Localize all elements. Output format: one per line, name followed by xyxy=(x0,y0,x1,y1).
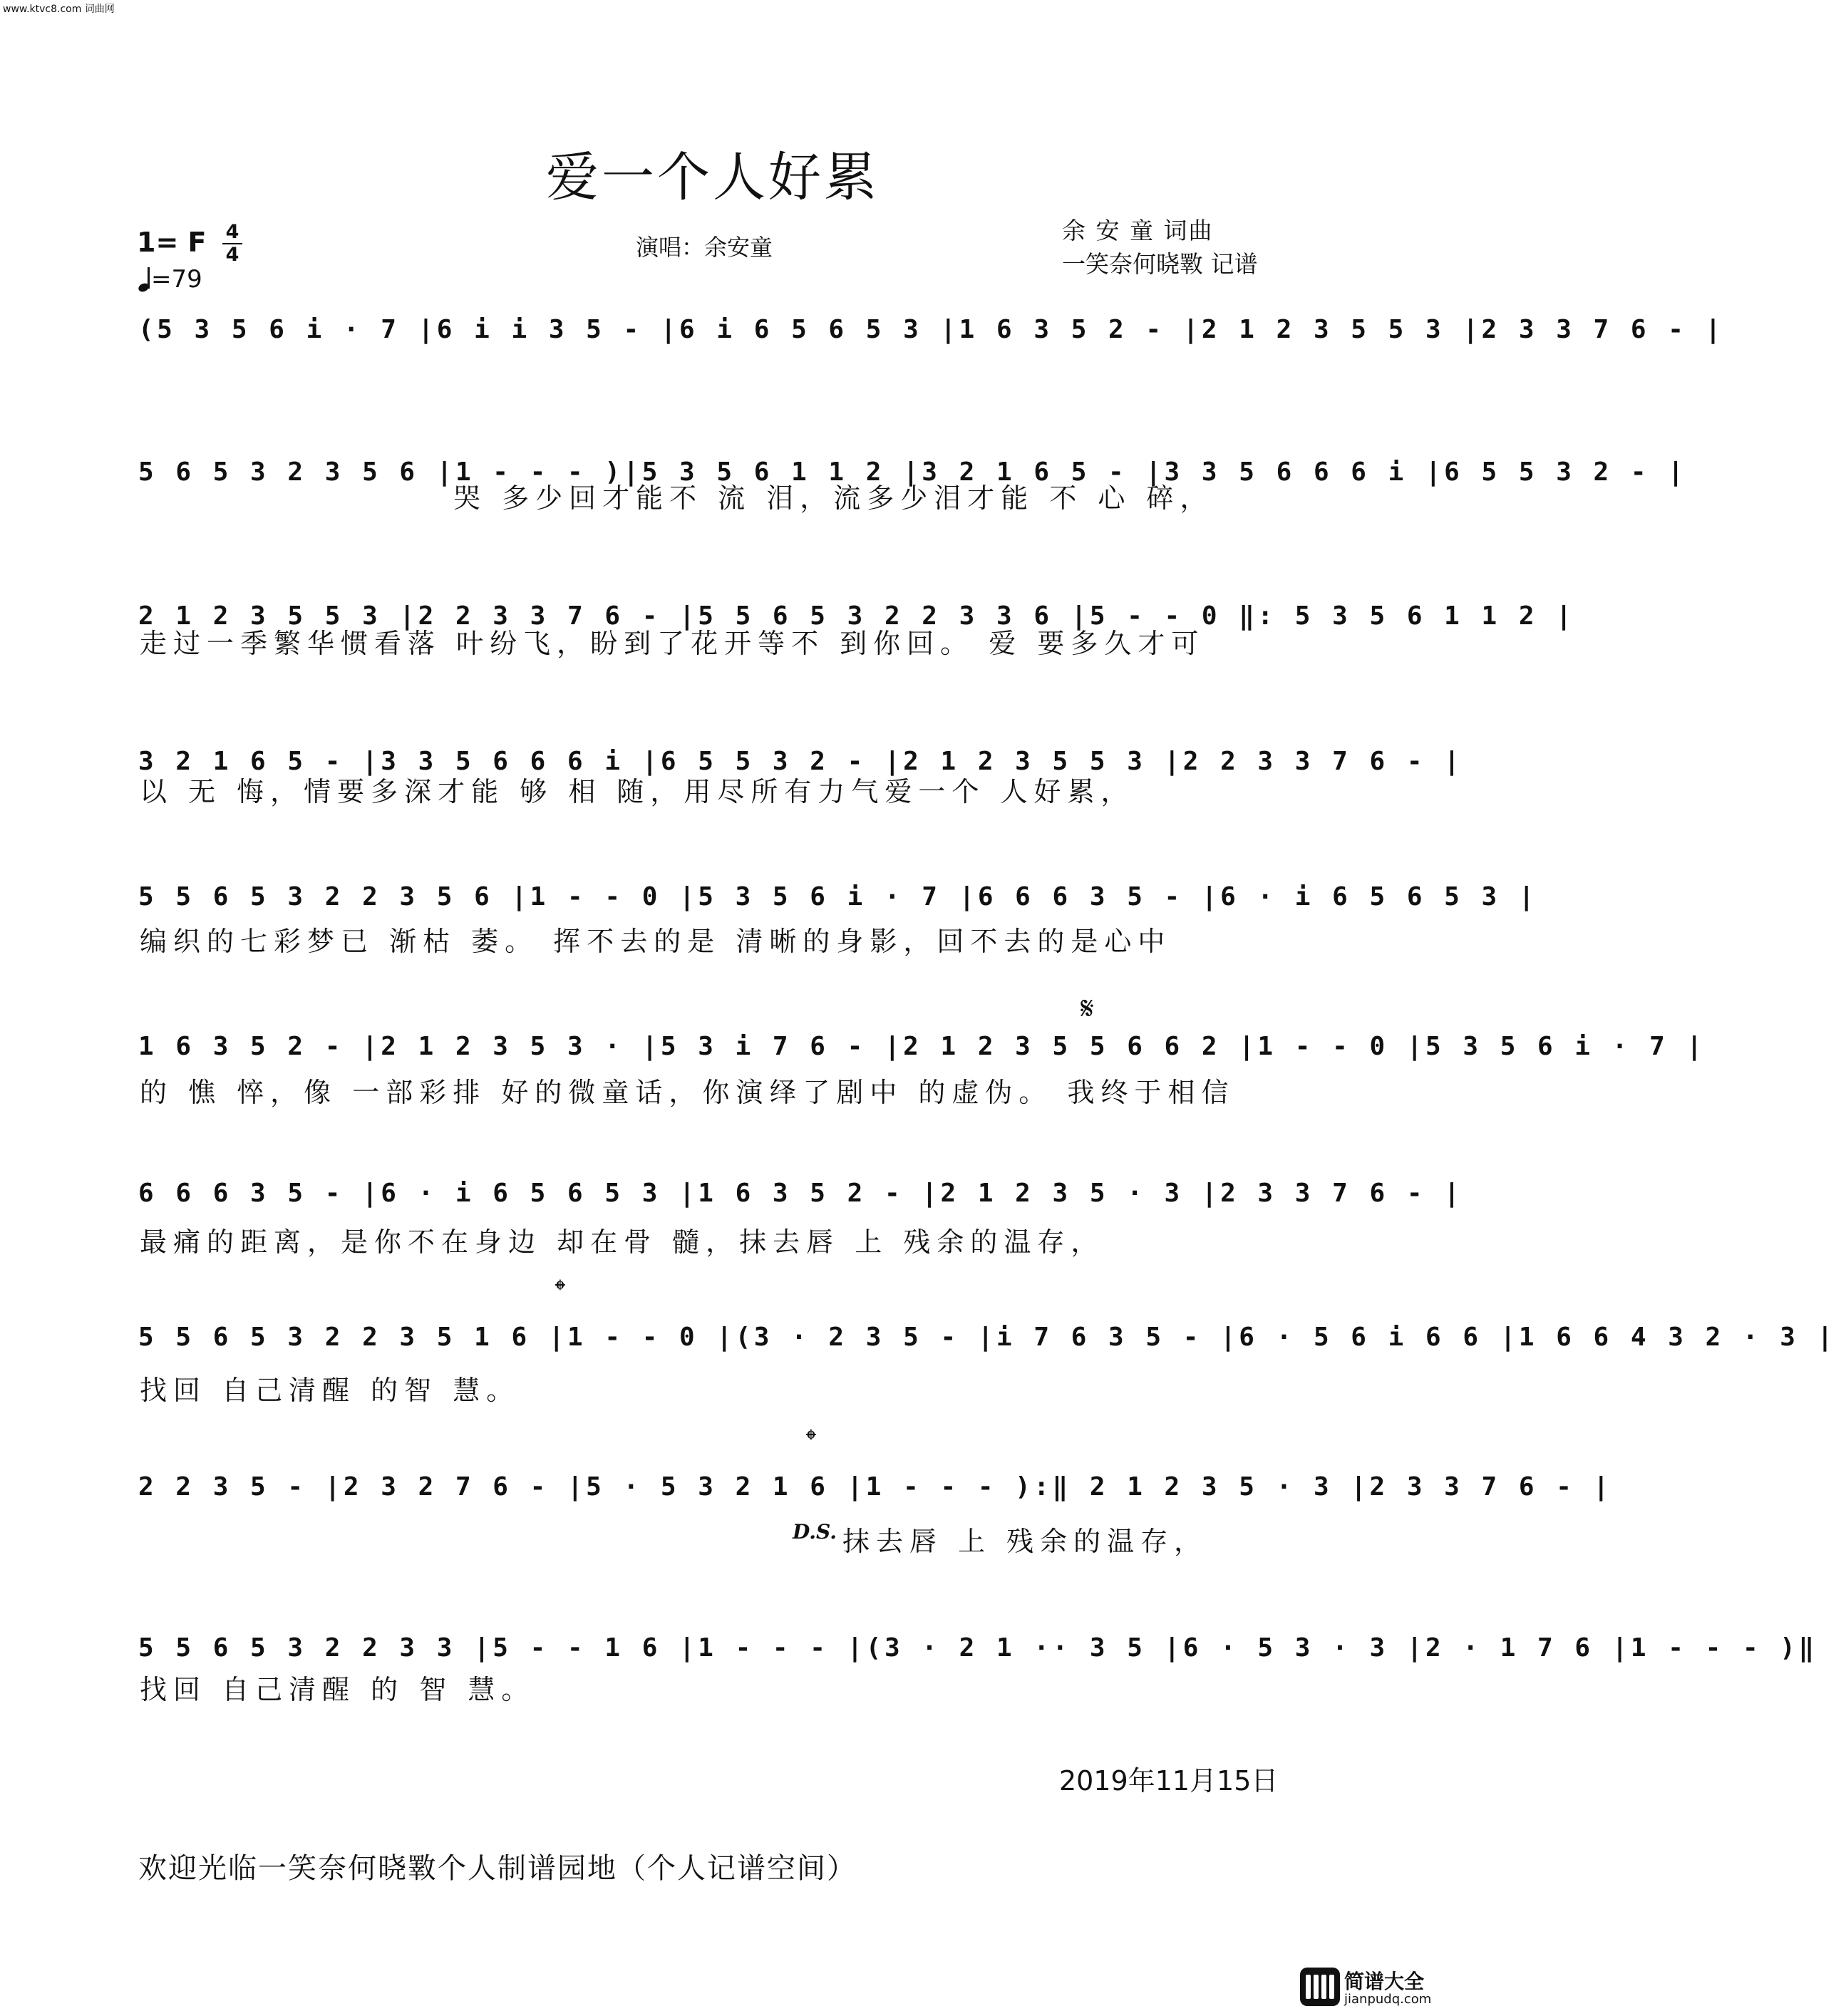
score-line-8: 5 5 6 5 3 2 2 3 5 1 6 |1 - - 0 |(3 · 2 3 5 - |i 7 6 3 5 - |6 · 5 6 i 6 6 |1 6 6 4 3 2 · 3 | xyxy=(138,1323,1836,1352)
time-signature-bottom: 4 xyxy=(225,244,239,266)
tempo-value: =79 xyxy=(151,265,202,294)
quarter-note-icon xyxy=(138,267,151,291)
piano-keys-icon xyxy=(1300,1968,1340,2006)
footer-text: 欢迎光临一笑奈何晓斁个人制谱园地（个人记谱空间） xyxy=(138,1852,857,1885)
song-title: 爱一个人好累 xyxy=(546,147,880,208)
score-line-1: (5 3 5 6 i · 7 |6 i i 3 5 - |6 i 6 5 6 5 3 |1 6 3 5 2 - |2 1 2 3 5 5 3 |2 3 3 7 6 - | xyxy=(138,315,1724,344)
tempo-marking xyxy=(138,265,202,294)
logo-url: jianpudq.com xyxy=(1344,1992,1432,2007)
transcriber-credit: 一笑奈何晓斁 记谱 xyxy=(1062,250,1258,278)
score-line-10: 5 5 6 5 3 2 2 3 3 |5 - - 1 6 |1 - - - |(3 · 2 1 ·· 3 5 |6 · 5 3 · 3 |2 · 1 7 6 |1 - - - )‖ xyxy=(138,1633,1817,1663)
lyric-line-3: 以 无 悔，情要多深才能 够 相 随，用尽所有力气爱一个 人好累， xyxy=(140,776,1135,807)
score-line-4: 3 2 1 6 5 - |3 3 5 6 6 6 i |6 5 5 3 2 - |2 1 2 3 5 5 3 |2 2 3 3 7 6 - | xyxy=(138,747,1463,776)
time-signature xyxy=(222,222,242,265)
time-signature-top: 4 xyxy=(225,221,239,243)
lyric-line-5: 的 憔 悴，像 一部彩排 好的微童话，你演绎了剧中 的虚伪。 我终于相信 xyxy=(140,1077,1235,1108)
score-line-7: 6 6 6 3 5 - |6 · i 6 5 6 5 3 |1 6 3 5 2 - |2 1 2 3 5 · 3 |2 3 3 7 6 - | xyxy=(138,1179,1463,1208)
lyrics-music-credit: 余 安 童 词曲 xyxy=(1062,217,1214,244)
score-line-9: 2 2 3 5 - |2 3 2 7 6 - |5 · 5 3 2 1 6 |1 - - - ):‖ 2 1 2 3 5 · 3 |2 3 3 7 6 - | xyxy=(138,1472,1612,1501)
score-line-5: 5 5 6 5 3 2 2 3 5 6 |1 - - 0 |5 3 5 6 i · 7 |6 6 6 3 5 - |6 · i 6 5 6 5 3 | xyxy=(138,882,1538,911)
score-line-3: 2 1 2 3 5 5 3 |2 2 3 3 7 6 - |5 5 6 5 3 2 2 3 3 6 |5 - - 0 ‖: 5 3 5 6 1 1 2 | xyxy=(138,601,1575,631)
score-line-2: 5 6 5 3 2 3 5 6 |1 - - - )|5 3 5 6 1 1 2 |3 2 1 6 5 - |3 3 5 6 6 6 i |6 5 5 3 2 - | xyxy=(138,458,1687,487)
site-url-text: www.ktvc8.com 词曲网 xyxy=(3,4,115,15)
dal-segno-mark: D.S. xyxy=(793,1520,837,1544)
singer-credit: 演唱：余安童 xyxy=(636,234,773,261)
date-text: 2019年11月15日 xyxy=(1059,1765,1279,1797)
coda-icon: 𝄌 xyxy=(806,1424,816,1457)
logo-name: 简谱大全 xyxy=(1344,1970,1425,1993)
lyric-line-7: 找回 自己清醒 的智 慧。 xyxy=(140,1375,520,1406)
lyric-line-9: 找回 自己清醒 的 智 慧。 xyxy=(140,1674,535,1705)
lyric-line-1: 哭 多少回才能不 流 泪，流多少泪才能 不 心 碎， xyxy=(453,482,1214,514)
lyric-line-4: 编织的七彩梦已 渐枯 萎。 挥不去的是 清晰的身影，回不去的是心中 xyxy=(140,926,1172,957)
coda-icon: 𝄌 xyxy=(555,1274,565,1307)
lyric-line-6: 最痛的距离，是你不在身边 却在骨 髓，抹去唇 上 残余的温存， xyxy=(140,1226,1105,1258)
lyric-line-2: 走过一季繁华惯看落 叶纷飞，盼到了花开等不 到你回。 爱 要多久才可 xyxy=(140,628,1205,659)
segno-icon: 𝄋 xyxy=(1081,991,1094,1027)
key-signature: 1= F xyxy=(137,227,207,258)
site-logo[interactable] xyxy=(1300,1965,1432,2010)
score-line-6: 1 6 3 5 2 - |2 1 2 3 5 3 · |5 3 i 7 6 - |2 1 2 3 5 5 6 6 2 |1 - - 0 |5 3 5 6 i · 7 | xyxy=(138,1032,1706,1061)
lyric-line-8: 抹去唇 上 残余的温存， xyxy=(842,1526,1208,1557)
